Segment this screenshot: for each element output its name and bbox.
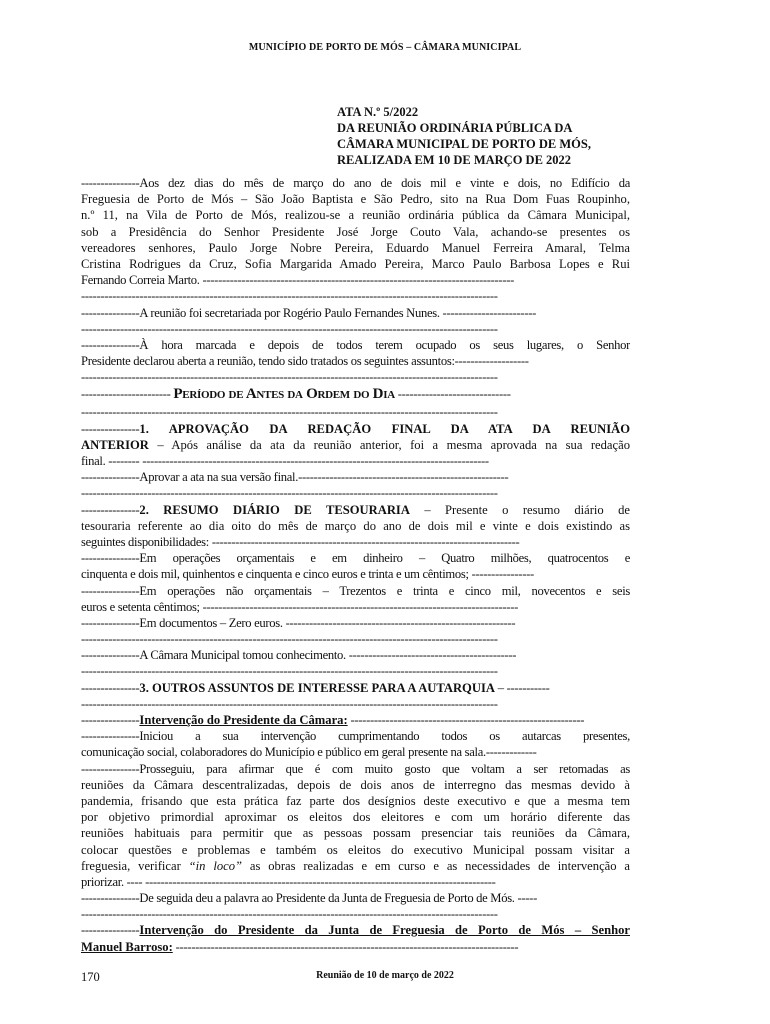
period-label: Período de Antes da Ordem do Dia (173, 386, 395, 403)
text-line: ---------------Aos dez dias do mês de março do ano de dois mil e vinte e dois, no Edifício da (81, 176, 630, 190)
title-line: REALIZADA EM 10 DE MARÇO DE 2022 (337, 153, 572, 167)
text-line: ---------------A Câmara Municipal tomou conhecimento. ------------------------------------------- (81, 648, 517, 663)
text-line: Freguesia de Porto de Mós – São João Baptista e São Pedro, sito na Rua Dom Fuas Roupinho, (81, 192, 630, 207)
loco-text-b: as obras realizadas e em curso e as necessidades de intervenção a (242, 858, 630, 873)
text-line: pandemia, frisando que esta prática faz parte dos desígnios deste executivo e que a mesma tem (81, 793, 630, 808)
separator-line: ----------------------------------------------------------------------------------------------------------- (81, 696, 498, 711)
item3-suffix: – ----------- (494, 680, 550, 695)
item1-heading-b: ANTERIOR (81, 437, 149, 452)
text-line: colocar questões e problemas e também os eleitos do executivo Municipal possam visitar a (81, 842, 630, 857)
item1-line (81, 437, 630, 453)
text-line: Presidente declarou aberta a reunião, tendo sido tratados os seguintes assuntos:------------------- (81, 354, 529, 369)
period-heading (81, 385, 630, 404)
item1-heading (81, 421, 630, 437)
text-line: ---------------À hora marcada e depois de todos terem ocupado os seus lugares, o Senhor (81, 337, 630, 352)
separator-line: ----------------------------------------------------------------------------------------------------------- (81, 632, 498, 647)
separator-line: ----------------------------------------------------------------------------------------------------------- (81, 321, 498, 336)
text-line: vereadores senhores, Paulo Jorge Nobre Pereira, Eduardo Manuel Ferreira Amaral, Telma (81, 240, 630, 255)
item3-heading (81, 680, 630, 696)
interv2-suffix: ---------------------------------------------------------------------------------------- (172, 939, 519, 954)
item2-heading-text: 2. RESUMO DIÁRIO DE TESOURARIA (139, 502, 410, 517)
interv2-label-b: Manuel Barroso: (81, 939, 173, 954)
text-line: Cristina Rodrigues da Cruz, Sofia Margarida Amado Pereira, Marco Paulo Barbosa Lopes e Rui (81, 256, 630, 271)
intervention-heading (81, 922, 630, 938)
separator-line: ----------------------------------------------------------------------------------------------------------- (81, 664, 498, 679)
minutes-body (81, 175, 630, 955)
text-line: reuniões da Câmara descentralizadas, depois de dois anos de interregno das mesmas devido à (81, 777, 630, 792)
text-line: ---------------Iniciou a sua intervenção cumprimentando todos os autarcas presentes, (81, 729, 630, 744)
text-line: Fernando Correia Marto. -------------------------------------------------------------------------------- (81, 273, 515, 288)
interv1-prefix: --------------- (81, 713, 140, 727)
text-line (81, 858, 630, 874)
separator-line: ----------------------------------------------------------------------------------------------------------- (81, 405, 498, 420)
text-line: ---------------De seguida deu a palavra ao Presidente da Junta de Freguesia de Porto de Mós. ----- (81, 891, 537, 906)
text-line: por objetivo primordial aproximar os eleitos dos eleitores e com um horário diferente das (81, 810, 630, 825)
period-prefix: ----------------------- (81, 387, 171, 402)
title-line: ATA N.º 5/2022 (337, 105, 419, 119)
text-line: ---------------Em operações orçamentais e em dinheiro – Quatro milhões, quatrocentos e (81, 551, 630, 566)
interv1-suffix: ------------------------------------------------------------ (347, 713, 585, 727)
text-line: n.º 11, na Vila de Porto de Mós, realizou-se a reunião ordinária pública da Câmara Municipal, (81, 208, 630, 223)
loco-text-a: freguesia, verificar (81, 858, 189, 873)
title-line: DA REUNIÃO ORDINÁRIA PÚBLICA DA (337, 121, 573, 135)
text-line: priorizar. ---- ------------------------------------------------------------------------------------------ (81, 874, 496, 889)
separator-line: ----------------------------------------------------------------------------------------------------------- (81, 289, 498, 304)
separator-line: ----------------------------------------------------------------------------------------------------------- (81, 907, 498, 922)
page-header: MUNICÍPIO DE PORTO DE MÓS – CÂMARA MUNICIPAL (248, 42, 522, 53)
loco-italic: “in loco” (188, 858, 243, 873)
separator-line: ----------------------------------------------------------------------------------------------------------- (81, 370, 498, 385)
item2-prefix: --------------- (81, 502, 140, 517)
item1-heading-a: 1. APROVAÇÃO DA REDAÇÃO FINAL DA ATA DA REUNIÃO (139, 421, 630, 436)
intervention-heading (81, 712, 630, 728)
text-line: ---------------Em operações não orçamentais – Trezentos e trinta e cinco mil, novecentos e seis (81, 583, 630, 598)
interv2-prefix: --------------- (81, 923, 140, 938)
item2-heading (81, 502, 630, 518)
minutes-title (337, 104, 591, 168)
text-line: comunicação social, colaboradores do Município e público em geral presente na sala.------------- (81, 745, 537, 760)
interv2-label-a: Intervenção do Presidente da Junta de Freguesia de Porto de Mós – Senhor (139, 923, 630, 938)
text-line: euros e setenta cêntimos; --------------------------------------------------------------------------------- (81, 599, 518, 614)
separator-line: ----------------------------------------------------------------------------------------------------------- (81, 486, 498, 501)
text-line: reuniões habituais para permitir que as pessoas possam presenciar tais reuniões da Câmara, (81, 826, 630, 841)
item1-prefix: --------------- (81, 421, 140, 436)
text-line: ---------------Prosseguiu, para afirmar que é com muito gosto que voltam a ser retomadas as (81, 761, 630, 776)
text-line: sob a Presidência do Senhor Presidente José Jorge Couto Vala, achando-se presentes os (81, 224, 630, 239)
period-suffix: ----------------------------- (397, 387, 511, 402)
page-footer: Reunião de 10 de março de 2022 (316, 970, 454, 981)
page-number: 170 (81, 970, 100, 984)
text-line: ---------------A reunião foi secretariada por Rogério Paulo Fernandes Nunes. ------------------------ (81, 305, 537, 320)
text-line: ---------------Aprovar a ata na sua versão final.------------------------------------------------------ (81, 470, 509, 485)
intervention-heading (81, 939, 630, 955)
text-line: seguintes disponibilidades: ------------------------------------------------------------------------------- (81, 534, 520, 549)
title-line: CÂMARA MUNICIPAL DE PORTO DE MÓS, (337, 137, 591, 151)
text-line: final. -------- ----------------------------------------------------------------------------------------- (81, 454, 489, 468)
item1-text: – Após análise da ata da reunião anterior, foi a mesma aprovada na sua redação (148, 437, 630, 452)
item3-heading-text: 3. OUTROS ASSUNTOS DE INTERESSE PARA A AUTARQUIA (139, 680, 495, 695)
text-line: cinquenta e dois mil, quinhentos e cinquenta e cinco euros e trinta e um cêntimos; ---------------- (81, 567, 534, 582)
item2-text: – Presente o resumo diário de (409, 502, 630, 517)
text-line: ---------------Em documentos – Zero euros. ----------------------------------------------------------- (81, 615, 516, 630)
interv1-label: Intervenção do Presidente da Câmara: (139, 713, 348, 727)
text-line: tesouraria referente ao dia oito do mês de março do ano de dois mil e vinte e dois existindo as (81, 518, 630, 533)
item3-prefix: --------------- (81, 680, 140, 695)
